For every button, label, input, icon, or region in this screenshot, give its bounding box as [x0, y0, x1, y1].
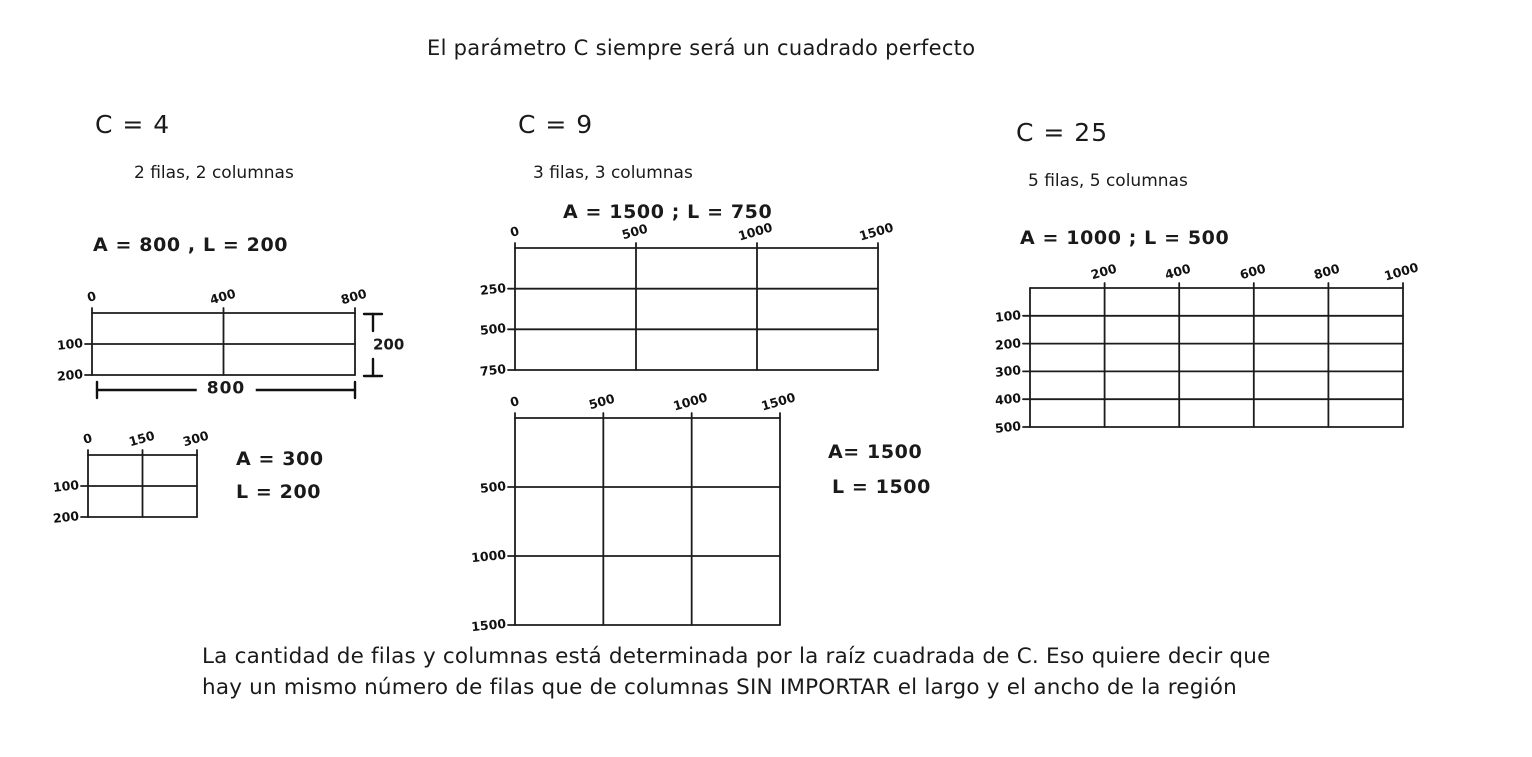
top-tick-label: 0	[85, 288, 98, 305]
grid-c25	[994, 259, 1421, 436]
left-tick-label: 200	[52, 508, 80, 526]
left-tick-label: 1500	[470, 615, 507, 635]
width-dimension-label: 800	[197, 378, 256, 398]
top-tick-label: 1000	[1382, 259, 1421, 284]
section-c25-params: A = 1000 ; L = 500	[1020, 227, 1230, 249]
grid-c4-small-length-label: L = 200	[236, 481, 322, 503]
left-tick-label: 500	[479, 478, 507, 496]
top-tick-label: 1500	[759, 389, 798, 414]
section-c4-params: A = 800 , L = 200	[93, 234, 289, 256]
grid-c4-small-area-label: A = 300	[236, 448, 324, 470]
left-tick-label: 1000	[470, 546, 507, 566]
section-c4-heading: C = 4	[95, 110, 171, 139]
width-dimension-bracket	[95, 380, 357, 400]
top-tick-label: 500	[587, 390, 617, 413]
section-c25-subheading: 5 filas, 5 columnas	[1028, 171, 1188, 191]
left-tick-label: 500	[994, 418, 1022, 436]
grid-c4-small	[52, 427, 211, 526]
left-tick-label: 100	[52, 477, 80, 495]
top-tick-label: 1500	[857, 219, 896, 244]
grid-lines-icon	[515, 418, 780, 625]
top-tick-label: 300	[181, 427, 211, 450]
top-tick-label: 800	[339, 285, 369, 308]
top-tick-label: 800	[1312, 260, 1342, 283]
section-c9-subheading: 3 filas, 3 columnas	[533, 163, 693, 183]
section-c9-params: A = 1500 ; L = 750	[563, 201, 773, 223]
grid-c9-square-area-label: A= 1500	[828, 441, 923, 463]
left-tick-label: 100	[994, 306, 1022, 325]
top-tick-label: 600	[1237, 260, 1268, 283]
top-tick-label: 200	[1088, 260, 1118, 283]
section-c4-subheading: 2 filas, 2 columnas	[134, 163, 294, 183]
grid-c9-square	[470, 389, 798, 635]
top-tick-label: 0	[81, 430, 94, 447]
left-tick-label: 200	[56, 366, 84, 384]
grid-lines-icon	[88, 455, 197, 517]
height-dimension-bracket	[362, 311, 405, 379]
page-title: El parámetro C siempre será un cuadrado perfecto	[427, 36, 976, 60]
footer-line-1: La cantidad de filas y columnas está determinada por la raíz cuadrada de C. Eso quiere decir que	[202, 644, 1271, 669]
left-tick-label: 100	[56, 335, 84, 353]
grid-lines-icon	[515, 248, 878, 370]
section-c9-heading: C = 9	[518, 110, 594, 139]
top-tick-label: 150	[126, 427, 156, 450]
left-tick-label: 750	[479, 361, 507, 379]
height-dimension-label: 200	[373, 335, 405, 354]
top-tick-label: 500	[620, 220, 650, 243]
top-tick-label: 400	[207, 285, 237, 308]
grid-lines-icon	[92, 313, 355, 375]
left-tick-label: 200	[994, 334, 1022, 353]
top-tick-label: 1000	[671, 389, 709, 414]
grid-c4-main	[56, 285, 369, 384]
grid-c9-wide	[479, 219, 896, 379]
section-c25-heading: C = 25	[1016, 118, 1109, 147]
grid-lines-icon	[1030, 288, 1403, 427]
top-tick-label: 400	[1163, 260, 1193, 283]
left-tick-label: 250	[479, 279, 507, 298]
left-tick-label: 500	[479, 320, 507, 339]
top-tick-label: 1000	[736, 219, 775, 244]
grid-c9-square-length-label: L = 1500	[832, 476, 931, 498]
left-tick-label: 400	[994, 390, 1022, 409]
top-tick-label: 0	[508, 393, 521, 410]
footer-line-2: hay un mismo número de filas que de columnas SIN IMPORTAR el largo y el ancho de la región	[202, 675, 1237, 700]
left-tick-label: 300	[994, 362, 1022, 381]
top-tick-label: 0	[508, 223, 521, 240]
